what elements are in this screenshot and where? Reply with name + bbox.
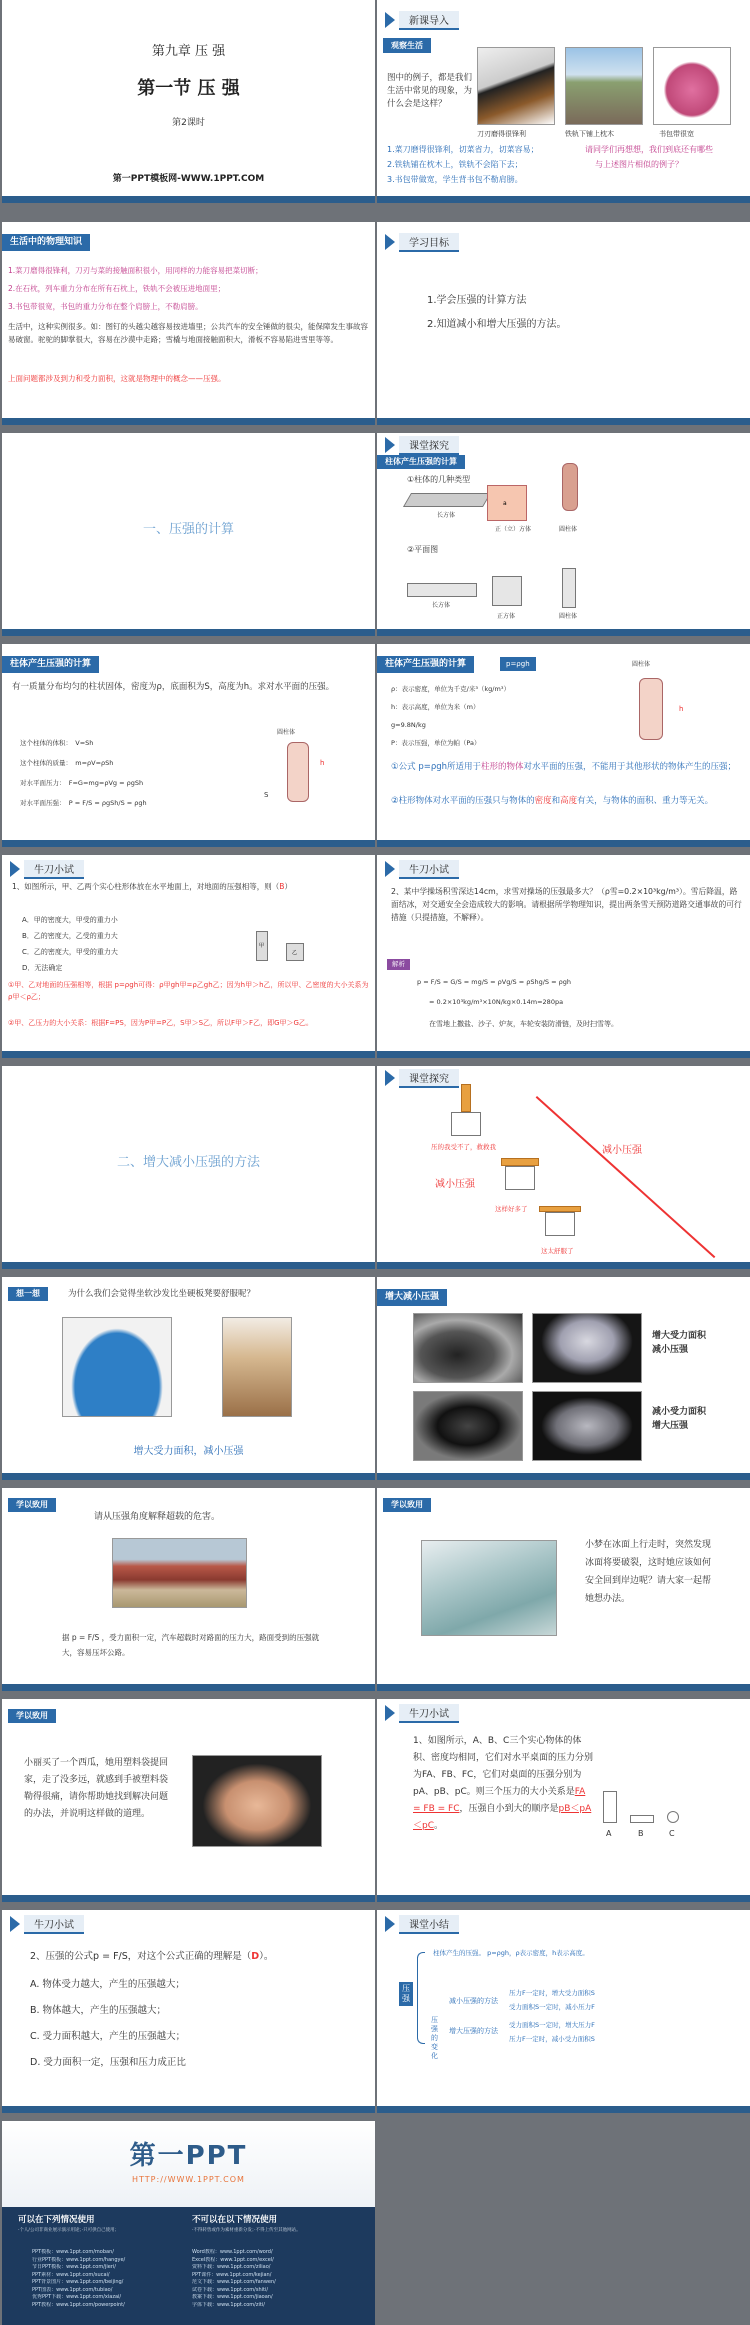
part2-title: 二、增大减小压强的方法 <box>116 1155 260 1170</box>
r1-line-a: 增大受力面积 <box>652 1331 707 1341</box>
think-question: 为什么我们会觉得坐软沙发比坐硬板凳要舒服呢？ <box>68 1289 256 1299</box>
quiz3-q1: 1、如图所示，A、B、C三个实心物体的体积、密度均相同，它们对水平桌面的压力分别为FA、FB、FC，它们对桌面的压强分别为pA、pB、pC。则三个压力的大小关系是 <box>413 1736 594 1797</box>
truck-image <box>112 1538 247 1608</box>
cylinder-3d <box>562 463 578 511</box>
mid-bricks <box>501 1158 539 1166</box>
apply2-text: 小梦在冰面上行走时，突然发现冰面将要破裂，这时她应该如何安全回到岸边呢？请大家一起帮她想办法。 <box>585 1540 712 1604</box>
quiz2-formula-1: p = F/S = G/S = mg/S = ρVg/S = ρShg/S = ρgh <box>417 978 571 986</box>
intro-line-2: 2.铁轨铺在枕木上，铁轨不会陷下去； <box>387 160 523 169</box>
quiz4-question <box>30 1950 273 1964</box>
cylinder-label: 圆柱体 <box>559 526 578 533</box>
square-plane <box>492 576 522 606</box>
quiz4-q: 2、压强的公式p = F/S，对这个公式正确的理解是（ <box>30 1951 252 1962</box>
quiz1-question-text: 1、如图所示，甲、乙两个实心柱形体放在水平地面上，对地面的压强相等，则（ <box>12 882 280 891</box>
quiz3-question <box>413 1733 593 1835</box>
quiz1-answer: B <box>279 882 285 891</box>
cylinder-plane <box>562 568 576 608</box>
goal-2: 2.知道减小和增大压强的方法。 <box>427 319 567 330</box>
tag-formula: 柱体产生压强的计算 <box>377 656 474 673</box>
plane-label: ②平面图 <box>407 545 439 554</box>
quiz1-option-b[interactable]: B．乙的密度大，乙受的重力大 <box>22 932 118 940</box>
life-line-1: 1.菜刀磨得很锋利，刀刃与菜的接触面积很小，用同样的力能容易把菜切断； <box>8 266 263 275</box>
summary-n3b: 受力面积S一定时，减小压力F <box>509 2003 595 2011</box>
slide-summary <box>377 1910 750 2113</box>
slide-calc <box>2 644 375 847</box>
intro-question-r2: 与上述图片相似的例子？ <box>595 160 683 169</box>
def-density: ρ：表示密度，单位为千克/米³（kg/m³） <box>391 685 510 693</box>
tab-quiz-3: 牛刀小试 <box>385 1705 459 1721</box>
r2-line-a: 减小受力面积 <box>652 1407 707 1417</box>
square-plane-label: 正方体 <box>497 613 516 620</box>
calc-step-2-value: m=ρV=ρSh <box>75 759 114 767</box>
summary-n1: 柱体产生的压强。 p=ρgh，ρ表示密度，h表示高度。 <box>433 1949 589 1957</box>
formula-cylinder <box>639 678 663 740</box>
cube-label: 正（立）方体 <box>495 526 532 533</box>
footer-link[interactable]: Word教程：www.1ppt.com/word/ <box>192 2249 273 2255</box>
footer-link[interactable]: 节日PPT模板：www.1ppt.com/jieri/ <box>32 2264 116 2270</box>
knife-image <box>477 47 555 125</box>
quiz1-expl-2: ②甲、乙压力的大小关系：根据F=PS，因为P甲=P乙，S甲＞S乙，所以F甲＞F乙，即G甲＞G乙。 <box>8 1019 313 1027</box>
footer-link[interactable]: 试卷下载：www.1ppt.com/shiti/ <box>192 2286 269 2293</box>
summary-n4b: 压力F一定时，减小受力面积S <box>509 2035 595 2043</box>
slide-goals <box>377 222 750 425</box>
stack-bricks <box>461 1084 471 1112</box>
quiz1-option-a[interactable]: A．甲的密度大，甲受的重力小 <box>22 916 118 924</box>
slide-quiz-2 <box>377 855 750 1058</box>
cuboid-3d <box>403 493 491 507</box>
slide-apply-1 <box>2 1488 375 1691</box>
tires-wide-image <box>413 1313 523 1383</box>
types-label: ①柱体的几种类型 <box>407 475 471 484</box>
tag-apply-2: 学以致用 <box>383 1498 431 1512</box>
def-g: g=9.8N/kg <box>391 721 426 729</box>
calc-step-4 <box>20 796 147 810</box>
tag-change: 增大减小压强 <box>377 1289 447 1306</box>
quiz2-formula-2: = 0.2×10³kg/m³×10N/kg×0.14m=280pa <box>429 998 564 1006</box>
brand-text: 第一PPT模板网-WWW.1PPT.COM <box>112 174 265 184</box>
note-2-end: 有关，与物体的面积、重力等无关。 <box>577 796 714 806</box>
summary-n3: 减小压强的方法 <box>449 1997 498 2005</box>
calc-step-1-label: 这个柱体的体积： <box>20 739 69 747</box>
can-use-title: 可以在下列情况使用 <box>18 2215 95 2225</box>
tag-observe: 观察生活 <box>383 38 431 53</box>
note-1-end: 对水平面的压强，不能用于其他形状的物体产生的压强； <box>523 762 737 772</box>
intro-line-3: 3.书包带做宽，学生背书包不勒肩膀。 <box>387 175 523 184</box>
slide-apply-2 <box>377 1488 750 1691</box>
quiz3-a1: FA = FB = FC <box>413 1787 586 1814</box>
height-mark: h <box>320 759 325 767</box>
note-2-key1: 密度 <box>534 796 552 806</box>
life-line-2: 2.在石枕，列车重力分布在所有石枕上，铁轨不会被压进地面里； <box>8 284 226 293</box>
tab-quiz-2: 牛刀小试 <box>385 861 459 877</box>
summary-n4: 增大压强的方法 <box>449 2027 498 2035</box>
note-2-start: ②柱形物体对水平面的压强只与物体的 <box>391 796 535 806</box>
footer-link[interactable]: PPT背景图片：www.1ppt.com/beijing/ <box>32 2279 124 2285</box>
shape-b <box>630 1815 654 1823</box>
slide-explore-2 <box>377 1066 750 1269</box>
note-2 <box>391 794 741 808</box>
label-c: C <box>669 1829 675 1838</box>
part1-title: 一、压强的计算 <box>142 522 234 537</box>
analysis-badge: 解析 <box>387 959 410 970</box>
formula-height-mark: h <box>679 705 684 713</box>
calc-step-3-label: 对水平面压力： <box>20 779 63 787</box>
calc-step-4-value: P = F/S = ρgSh/S = ρgh <box>68 799 147 807</box>
label-b: B <box>638 1829 644 1838</box>
slide-intro <box>377 0 750 203</box>
caption-knife: 刀刃磨得很锋利 <box>477 130 526 138</box>
ice-image <box>421 1540 557 1636</box>
r1-line-b: 减小压强 <box>652 1345 689 1355</box>
sad-block <box>451 1112 481 1136</box>
footer-link[interactable]: PPT图表：www.1ppt.com/tubiao/ <box>32 2286 113 2293</box>
object-yi <box>286 943 304 961</box>
tab-explore: 课堂探究 <box>385 437 459 453</box>
footer-link[interactable]: PPT模板：www.1ppt.com/moban/ <box>32 2249 114 2255</box>
calc-step-3 <box>20 776 143 790</box>
caption-rail: 铁轨下铺上枕木 <box>565 130 614 138</box>
slide-quiz-3 <box>377 1699 750 1902</box>
quiz4-answer: D <box>251 1951 260 1962</box>
cuboid-plane-label: 长方体 <box>432 602 451 609</box>
chapter-title: 第九章 压 强 <box>151 44 226 59</box>
tab-quiz-1: 牛刀小试 <box>10 861 84 877</box>
slide-life-physics <box>2 222 375 425</box>
cannot-use-title: 不可以在以下情况使用 <box>192 2215 278 2225</box>
life-line-3: 3.书包带很宽，书包的重力分布在整个肩膀上，不勒肩膀。 <box>8 302 203 311</box>
slide-change <box>377 1277 750 1480</box>
tab-quiz-4: 牛刀小试 <box>10 1916 84 1932</box>
quiz1-option-d[interactable]: D．无法确定 <box>22 964 63 972</box>
cuboid-label: 长方体 <box>437 512 456 519</box>
slide-apply-3 <box>2 1699 375 1902</box>
tab-goals: 学习目标 <box>385 234 459 250</box>
cuboid-plane <box>407 583 477 597</box>
tag-think: 想一想 <box>8 1287 48 1301</box>
tag-life-physics: 生活中的物理知识 <box>2 234 90 251</box>
tag-apply-3: 学以致用 <box>8 1709 56 1723</box>
note-2-key2: 高度 <box>560 796 578 806</box>
apply1-explain: 据 p = F/S ，受力面积一定，汽车超载时对路面的压力大，路面受到的压强就大，容易压坏公路。 <box>62 1633 320 1657</box>
note-1 <box>391 760 741 774</box>
logo-text: 第一PPT <box>129 2141 248 2171</box>
quiz3-a2: pB＜pA＜pC <box>413 1804 592 1831</box>
apply3-text: 小丽买了一个西瓜，她用塑料袋提回家，走了没多远，就感到手被塑料袋勒得很痛，请你帮助她找到解决问题的办法，并说明这样做的道理。 <box>24 1758 169 1819</box>
footer-link[interactable]: 资料下载：www.1ppt.com/ziliao/ <box>192 2264 271 2270</box>
slide-quiz-4 <box>2 1910 375 2113</box>
note-1-key: 柱形的物体 <box>481 762 524 772</box>
caption-bag: 书包带很宽 <box>659 130 694 138</box>
life-conclusion: 上面问题都涉及到力和受力面积，这就是物理中的概念——压强。 <box>8 374 226 383</box>
slide-explore-1 <box>377 433 750 636</box>
footer-link[interactable]: 范文下载：www.1ppt.com/fanwen/ <box>192 2279 276 2285</box>
footer-link[interactable]: PPT教程：www.1ppt.com/powerpoint/ <box>32 2301 125 2308</box>
quiz3-q2: ，压强自小到大的顺序是 <box>459 1804 559 1814</box>
formula-badge: p=ρgh <box>500 657 536 671</box>
note-2-mid: 和 <box>551 796 561 806</box>
slide-formula <box>377 644 750 847</box>
calc-step-4-label: 对水平面压强： <box>20 799 63 807</box>
links-left <box>32 2249 182 2309</box>
area-mark: S <box>264 791 269 799</box>
calc-step-1 <box>20 736 93 750</box>
calc-step-2-label: 这个柱体的质量： <box>20 759 69 767</box>
nails-flat-image <box>532 1313 642 1383</box>
cannot-use-small: ·不得转售或作为素材重新分发；·不得上传至其他网站。 <box>192 2228 301 2233</box>
intro-question: 图中的例子，都是我们生活中常见的现象，为什么会是这样？ <box>387 73 473 109</box>
calc-problem: 有一质量分布均匀的柱状固体，密度为ρ，底面积为S，高度为h。求对水平面的压强。 <box>12 682 335 692</box>
object-yi-label: 乙 <box>292 950 298 956</box>
slide-title <box>2 0 375 203</box>
calc-cylinder <box>287 742 309 802</box>
lesson-label: 第2课时 <box>172 118 205 128</box>
slide-footer <box>2 2121 375 2325</box>
summary-root: 压强 <box>399 1982 413 2006</box>
def-height: h：表示高度，单位为米（m） <box>391 703 480 711</box>
quiz4-option-a[interactable]: A. 物体受力越大，产生的压强越大； <box>30 1979 185 1990</box>
caption-sad: 压的我受不了，救救我 <box>431 1143 496 1151</box>
think-caption: 增大受力面积，减小压强 <box>133 1446 244 1457</box>
footer-link[interactable]: PPT课件：www.1ppt.com/kejian/ <box>192 2271 272 2278</box>
tag-column-pressure: 柱体产生压强的计算 <box>377 455 465 469</box>
footer-link[interactable]: 行业PPT模板：www.1ppt.com/hangye/ <box>32 2256 126 2263</box>
object-jia-label: 甲 <box>259 943 265 949</box>
object-jia <box>256 931 268 961</box>
quiz4-option-b[interactable]: B. 物体越大，产生的压强越大； <box>30 2005 167 2016</box>
footer-link[interactable]: 教案下载：www.1ppt.com/jiaoan/ <box>192 2294 273 2300</box>
quiz3-q3: 。 <box>434 1821 444 1831</box>
quiz4-q-end: ）。 <box>259 1951 274 1962</box>
calc-step-3-value: F=G=mg=ρVg = ρgSh <box>68 779 144 787</box>
beanbag-image <box>62 1317 172 1417</box>
quiz1-option-c[interactable]: C．乙的密度大，甲受的重力大 <box>22 948 118 956</box>
quiz4-option-c[interactable]: C. 受力面积越大，产生的压强越大； <box>30 2031 186 2042</box>
cube-3d <box>487 485 527 521</box>
shape-c <box>667 1811 679 1823</box>
cylinder-plane-label: 圆柱体 <box>559 613 578 620</box>
quiz1-question <box>12 881 367 893</box>
happy-bricks <box>539 1206 581 1212</box>
caption-better: 这样好多了 <box>495 1205 528 1213</box>
footer-link[interactable]: PPT素材：www.1ppt.com/sucai/ <box>32 2271 110 2278</box>
calc-step-1-value: V=Sh <box>75 739 94 747</box>
schoolbag-image <box>653 47 731 125</box>
formula-cyl-label: 圆柱体 <box>632 661 651 668</box>
brace-root <box>417 1952 425 2044</box>
can-use-small: ·个人/公司非商业展示演示用途；·只可供自己使用； <box>18 2228 120 2233</box>
r2-line-b: 增大压强 <box>652 1421 689 1431</box>
summary-n4a: 受力面积S一定时，增大压力F <box>509 2021 595 2029</box>
stool-image <box>222 1317 292 1417</box>
quiz1-expl-1: ①甲、乙对地面的压强相等，根据 p=ρgh可得：ρ甲gh甲=ρ乙gh乙；因为h甲＞h乙，所以甲、乙密度的大小关系为 ρ甲＜ρ乙； <box>8 981 369 1001</box>
quiz1-question-end: ） <box>284 882 292 891</box>
railway-image <box>565 47 643 125</box>
tab-explore-2: 课堂探究 <box>385 1070 459 1086</box>
tag-apply-1: 学以致用 <box>8 1498 56 1512</box>
quiz4-option-d[interactable]: D. 受力面积一定，压强和压力成正比 <box>30 2057 186 2068</box>
calc-step-2 <box>20 756 113 770</box>
cube-label-a: a <box>503 500 507 507</box>
intro-question-r1: 请同学们再想想，我们到底还有哪些 <box>585 145 713 154</box>
tires-narrow-image <box>413 1391 523 1461</box>
slide-part1 <box>2 433 375 636</box>
goal-1: 1.学会压强的计算方法 <box>427 295 527 306</box>
slide-quiz-1 <box>2 855 375 1058</box>
links-right <box>192 2249 352 2309</box>
tab-summary: 课堂小结 <box>385 1916 459 1932</box>
intro-line-1: 1.菜刀磨得很锋利，切菜省力，切菜容易； <box>387 145 539 154</box>
footer-link[interactable]: Excel教程：www.1ppt.com/excel/ <box>192 2256 274 2263</box>
slide-part2 <box>2 1066 375 1269</box>
mid-block <box>505 1166 535 1190</box>
logo-url: HTTP://WWW.1PPT.COM <box>132 2175 245 2184</box>
quiz2-question: 2、某中学操场积雪深达14cm，求雪对操场的压强最多大？（ρ雪=0.2×10³kg/m³）。雪后降温，路面结冰，对交通安全会造成较大的影响。请根据所学物理知识，提出两条雪天预防道路交通事故的可行措施（只提措施，不解释）。 <box>391 887 742 922</box>
label-reduce-1: 减小压强 <box>602 1145 642 1156</box>
summary-n2: 压强的变化 <box>431 2016 438 2060</box>
footer-link[interactable]: 字体下载：www.1ppt.com/ziti/ <box>192 2301 265 2308</box>
note-1-start: ①公式 p=ρgh所适用于 <box>391 762 482 772</box>
def-pressure: P：表示压强，单位为帕（Pa） <box>391 739 481 747</box>
cyl-label: 圆柱体 <box>277 729 296 736</box>
label-a: A <box>606 1829 612 1838</box>
tab-new-lesson: 新课导入 <box>385 12 459 28</box>
footer-link[interactable]: 优秀PPT下载：www.1ppt.com/xiazai/ <box>32 2294 122 2300</box>
caption-comfortable: 这太舒服了 <box>541 1247 574 1255</box>
summary-n3a: 压力F一定时，增大受力面积S <box>509 1989 595 1997</box>
life-paragraph: 生活中，这种实例很多。如：图钉的头越尖越容易按进墙里；公共汽车的安全锤做的很尖，能保障发生事故容易破窗。驼驼的脚掌很大，容易在沙漠中走路；雪橇与地面接触面积大，滑板不容易陷进雪里等等。 <box>8 322 368 344</box>
happy-block <box>545 1212 575 1236</box>
balloon-nail-image <box>532 1391 642 1461</box>
tag-calc: 柱体产生压强的计算 <box>2 656 99 673</box>
shape-a <box>603 1791 617 1823</box>
label-reduce-2: 减小压强 <box>435 1179 475 1190</box>
section-title: 第一节 压 强 <box>137 78 240 99</box>
slide-think <box>2 1277 375 1480</box>
hand-bag-image <box>192 1755 322 1847</box>
quiz2-tip: 在雪地上撒盐、沙子、炉灰，车轮安装防滑链，及时扫雪等。 <box>429 1020 618 1028</box>
apply1-question: 请从压强角度解释超载的危害。 <box>94 1512 221 1522</box>
